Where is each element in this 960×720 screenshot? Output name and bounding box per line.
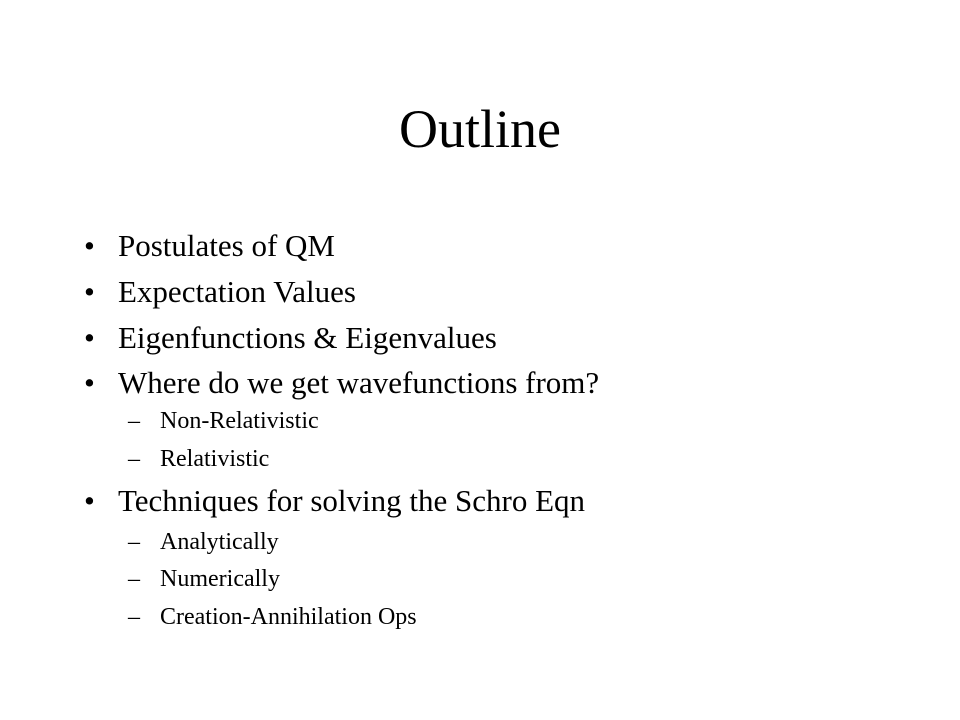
bullet-text: Where do we get wavefunctions from? <box>118 365 600 400</box>
bullet-marker: • <box>84 320 95 355</box>
bullet-text: Eigenfunctions & Eigenvalues <box>118 320 497 355</box>
bullet-text: Postulates of QM <box>118 228 335 263</box>
bullet-marker: • <box>84 365 95 400</box>
bullet-marker: • <box>84 274 95 309</box>
dash-marker: – <box>128 408 140 434</box>
dash-marker: – <box>128 446 140 472</box>
bullet-text: Techniques for solving the Schro Eqn <box>118 483 586 518</box>
slide-title: Outline <box>399 99 561 159</box>
sub-bullet-text: Relativistic <box>160 446 270 472</box>
sub-bullet-text: Non-Relativistic <box>160 408 319 434</box>
sub-bullet-text: Numerically <box>160 566 280 592</box>
dash-marker: – <box>128 529 140 555</box>
sub-bullet-text: Analytically <box>160 529 279 555</box>
bullet-text: Expectation Values <box>118 274 356 309</box>
dash-marker: – <box>128 566 140 592</box>
bullet-marker: • <box>84 228 95 263</box>
sub-bullet-text: Creation-Annihilation Ops <box>160 604 417 630</box>
dash-marker: – <box>128 604 140 630</box>
bullet-marker: • <box>84 483 95 518</box>
